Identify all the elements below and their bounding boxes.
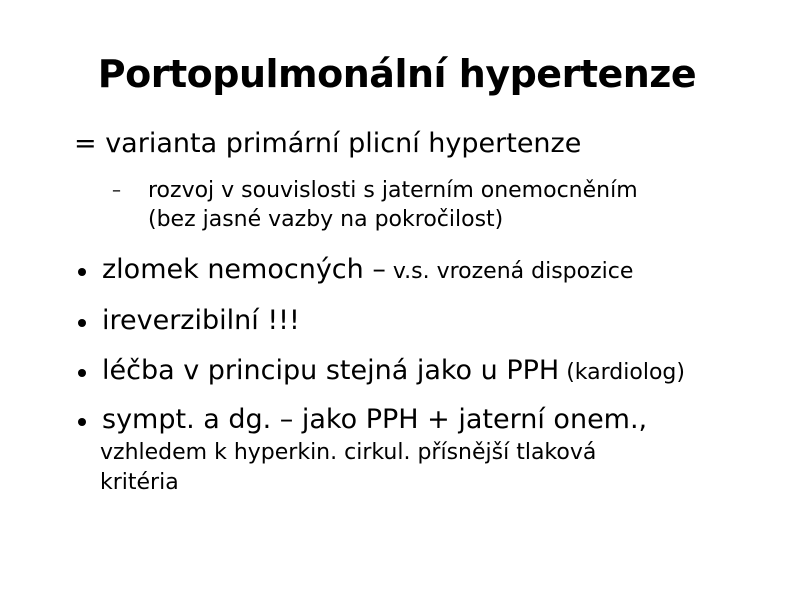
bullet-text: [102, 354, 685, 389]
bullet-dot-icon: [78, 369, 86, 377]
bullet-small-text: (kardiolog): [559, 360, 685, 385]
slide-title: Portopulmonální hypertenze: [97, 52, 697, 96]
bullet-dot-icon: [78, 319, 86, 327]
bullet-main-text: léčba v principu stejná jako u PPH: [102, 355, 560, 386]
bullet-main-text: ireverzibilní !!!: [102, 305, 300, 336]
bullet-dot-icon: [78, 268, 86, 276]
bullet-main-text: zlomek nemocných –: [102, 254, 386, 285]
bullet-continuation-2: kritéria: [100, 470, 179, 495]
dash-bullet: –: [112, 180, 121, 201]
bullet-text: [102, 403, 647, 436]
bullet-text: [102, 304, 300, 337]
bullet-continuation-1: vzhledem k hyperkin. cirkul. přísnější tlaková: [100, 440, 597, 465]
bullet-dot-icon: [78, 418, 86, 426]
bullet-small-text: v.s. vrozená dispozice: [385, 259, 634, 284]
sub-point: [112, 176, 748, 234]
sub-point-line-2: (bez jasné vazby na pokročilost): [148, 207, 504, 232]
intro-line: = varianta primární plicní hypertenze: [74, 128, 582, 159]
sub-point-line-1: rozvoj v souvislosti s jaterním onemocněním: [148, 178, 638, 203]
bullet-main-text: sympt. a dg. – jako PPH + jaterní onem.,: [102, 404, 648, 435]
bullet-text: [102, 253, 633, 288]
